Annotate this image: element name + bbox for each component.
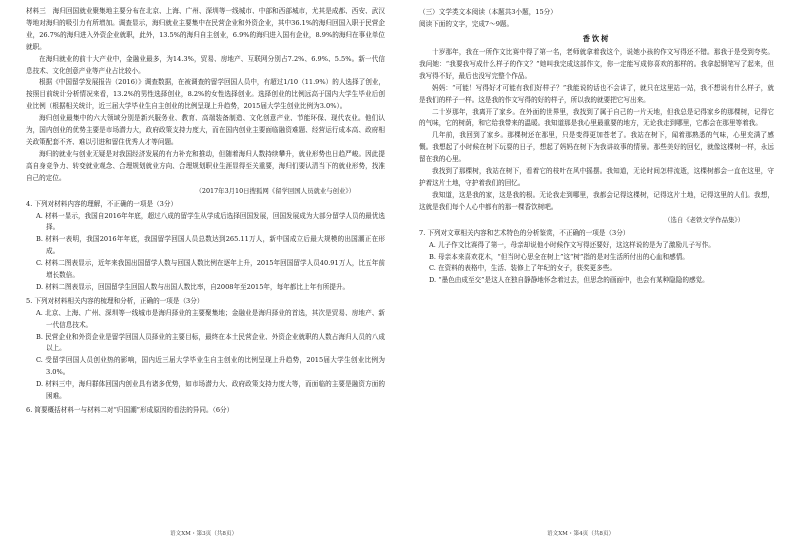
story-citation: （选自《老铁文学作品集》） — [664, 215, 744, 224]
question-4-option-d: D. 材料二图表显示，回国留学生回国人数与出国人数比率，自2008年至2015年，每年都比上年有所提升。 — [36, 282, 350, 291]
question-7-option-d: D. “墨色由成至交”是这人在独自静静地怀念着过去，但思念的画面中，也会有某种隐隐的感觉。 — [429, 276, 709, 285]
question-6-stem: 6. 简要概括材料一与材料二对“归国潮”形成原因的看法的异同。（6分） — [26, 406, 234, 414]
right-page — [397, 0, 794, 544]
question-7-option-c: C. 在资料的表格中，生活、装修上了年纪的女子，获奖更多些。 — [429, 264, 617, 273]
material-three-paragraph-2: 在海归就业的前十大产业中，金融业最多，为14.3%，贸易、房地产、互联网分别占7.2%、6.9%、5.5%。新一代信息技术、文化创意产业等产业占比较小。 — [26, 54, 385, 75]
story-paragraph-4: 几年前，我回到了家乡。那棵树还在那里，只是变得更加苍老了。我站在树下，闻着那熟悉的气味，心里充满了感慨。我想起了小时候在树下玩耍的日子，想起了妈妈在树下为我讲故事的情景。那些美好的回忆，就像这棵树一样，永远留在我的心里。 — [419, 131, 774, 164]
story-paragraph-5: 我找到了那棵树，我站在树下，看着它的枝叶在风中摇摆。我知道，无论时间怎样流逝，这棵树都会一直在这里，守护着这片土地，守护着我们的回忆。 — [419, 167, 774, 187]
question-4-option-c: C. 材料二图表显示，近年来我国出国留学人数与回国人数比例在逐年上升，2015年回国留学人员40.91万人，比五年前增长数倍。 — [36, 259, 385, 280]
material-three-paragraph-3: 根据《中国留学发展报告（2016）》调查数据，在被调查的留学回国人员中，有超过1/10（11.9%）的人选择了创业，按照目前统计分析情况来看，13.2%的男性选择创业，8.2%的女性选择创业。选择创业的比例远高于国内大学生毕业后创业比例（根据相关统计，近三届大学毕业生自主创业的比例呈现上升趋势，2015届大学生创业比例为3.0%）。 — [26, 78, 385, 111]
story-title: 香饮树 — [582, 34, 611, 43]
question-4-option-a: A. 材料一显示，我国自2016年年底，超过八成的留学生从学成后选择回国发展，回国发展成为大部分留学人员的最优选择。 — [36, 211, 385, 232]
left-page-footer: 语文XM・第3页（共8页） — [170, 531, 238, 537]
question-5-option-a: A. 北京、上海、广州、深圳等一线城市是海归择业的主要聚集地；金融业是海归择业的首选，其次是贸易、房地产、新一代信息技术。 — [36, 308, 385, 329]
material-three-paragraph-1: 材料三 海归回国就业聚集地主要分布在北京、上海、广州、深圳等一线城市、中部和西部城市，尤其是成都、西安、武汉等地对海归的吸引力有所增加。调查显示，海归就业主要集中在民营企业和外资企业，其中36.1%的海归回国入职于民营企业，26.7%的海归进入外资企业就职，此外，13.5%的海归自主创业，6.9%的海归进入国有企业，8.9%的海归在事业单位就职。 — [26, 7, 385, 51]
material-three-citation: （2017年3月10日搜狐网《留学回国人员就业与创业》） — [195, 186, 355, 195]
material-three-paragraph-4: 海归创业最集中的六大领域分别是新兴服务业、教育、高端装备制造、文化创意产业、节能环保、现代农业。他们认为，国内创业的优势主要是市场潜力大，政府政策支持力度大，而在国内创业主要面临融资难题、经营运行成本高、政府相关政策配套不齐、难以引进和留住优秀人才等问题。 — [26, 114, 385, 146]
question-5-option-b: B. 民营企业和外资企业是留学回国人员择业的主要目标，最终在本土民营企业、外资企业就职的人数占海归人员的八成以上。 — [36, 332, 385, 353]
right-page-footer: 语文XM・第4页（共8页） — [547, 531, 615, 537]
material-three-paragraph-5: 海归的就业与创业无疑是对我国经济发展的有力补充和推动，但随着海归人数持续攀升，就业形势也日趋严峻。因此提高自身竞争力、转变就业观念、合理规划就业方向、合理规划职业生涯显得至关重要，海归们要认清当下的就业形势，找准自己的定位。 — [26, 149, 385, 182]
story-paragraph-3: 二十岁那年，我离开了家乡。在外面的世界里，我找到了属于自己的一片天地，但我总是记得家乡的那棵树，记得它的气味，它的树荫，和它给我带来的温暖。我知道那是我心里最重要的地方，无论我走到哪里，它都会在那里等着我。 — [419, 107, 774, 128]
question-5-option-c: C. 受留学回国人员创业热的影响，国内近三届大学毕业生自主创业的比例呈现上升趋势，2015届大学生创业比例为3.0%。 — [36, 356, 385, 377]
question-5-stem: 5. 下列对材料相关内容的梳理和分析，正确的一项是（3分） — [26, 296, 204, 305]
question-4-stem: 4. 下列对材料内容的理解，不正确的一项是（3分） — [26, 199, 178, 208]
story-paragraph-6: 我知道，这是我的家，这是我的根。无论我走到哪里，我都会记得这棵树，记得这片土地，记得这里的人们。我想，这就是我们每个人心中都有的那一棵香饮树吧。 — [419, 190, 774, 211]
question-7-option-b: B. 母亲本来喜欢花木，“但当时心思全在树上”这“树”指的是对生活所付出的心血和感情。 — [429, 252, 689, 261]
reading-instruction: 阅读下面的文字，完成7～9题。 — [419, 20, 514, 28]
story-paragraph-2: 妈妈：“可能！写得好才可能有我们好样子？”我能说的话也不会讲了，就只在这里站一站，我不想说有什么样子，就是我们的样子一样。这是我的作文写得的好的样子，所以我的就要把它写出来。 — [419, 83, 774, 104]
question-7-option-a: A. 儿子作文比赛得了第一，母亲却说他小时候作文写得还要好，这这样说的是为了激励儿子写作。 — [429, 240, 715, 249]
story-paragraph-1: 十岁那年，我在一所作文比赛中得了第一名，老师就拿着我这个，说她小孩的作文写得还不错。那我于是受到夸奖。我问她：“我要我写成什么样子的作文？”她叫我完成这部作文，你一定能写成你喜欢的那样的。我拿起钢笔写了起来，但我写得不好，最后也没写完整个作品。 — [419, 48, 774, 80]
question-5-option-d: D. 材料三中，海归群体回国内创业具有诸多优势，如市场潜力大、政府政策支持力度大等，而面临的主要是融资方面的困难。 — [36, 380, 385, 401]
question-4-option-b: B. 材料一表明，我国2016年年底，我国留学回国人员总数达到265.11万人，新中国成立后最大规模的出国潮正在形成。 — [36, 235, 385, 256]
question-7-stem: 7. 下列对文章相关内容和艺术特色的分析鉴赏，不正确的一项是（3分） — [419, 228, 630, 237]
section-heading: （三）文学类文本阅读（本题共3小题，15分） — [419, 8, 557, 16]
